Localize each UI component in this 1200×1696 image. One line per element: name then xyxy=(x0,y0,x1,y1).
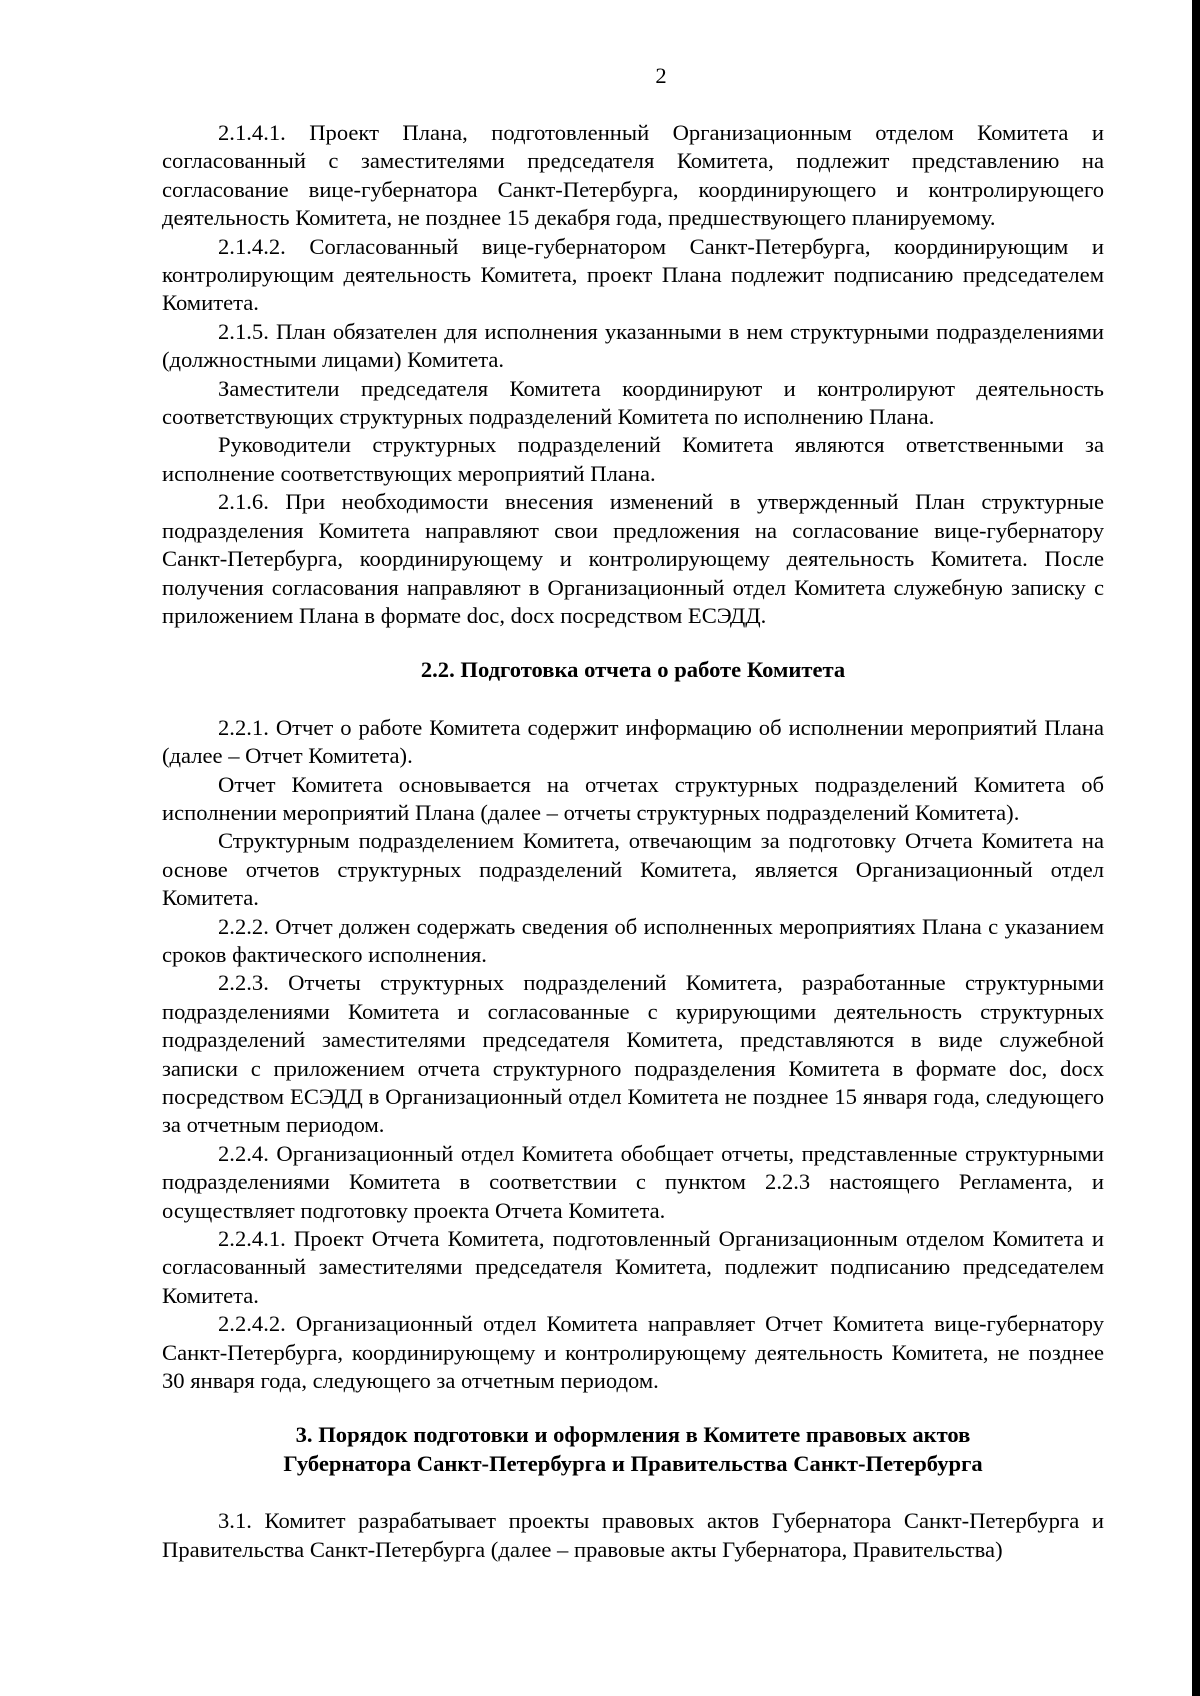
section-heading-2-2: 2.2. Подготовка отчета о работе Комитета xyxy=(420,657,846,683)
paragraph-2-2-2: 2.2.2. Отчет должен содержать сведения об исполненных мероприятиях Плана с указанием сроков фактического исполнения. xyxy=(162,913,1104,967)
paragraph-3-1: 3.1. Комитет разрабатывает проекты правовых актов Губернатора Санкт-Петербурга и Правительства Санкт-Петербурга (далее – правовые акты Губернатора, Правительства) xyxy=(162,1508,1104,1562)
paragraph-2-1-6: 2.1.6. При необходимости внесения изменений в утвержденный План структурные подразделения Комитета направляют свои предложения на согласование вице-губернатору Санкт-Петербурга, координирующему и контролирующему деятельность Комитета. После получения согласования направляют в Организационный отдел Комитета служебную записку с приложением Плана в формате doc, docx посредством ЕСЭДД. xyxy=(162,489,1104,628)
paragraph-2-1-5: 2.1.5. План обязателен для исполнения указанными в нем структурными подразделениями (должностными лицами) Комитета. xyxy=(162,318,1104,373)
paragraph-heads: Руководители структурных подразделений Комитета являются ответственными за исполнение соответствующих мероприятий Плана. xyxy=(162,432,1104,486)
section-heading-3-line1: 3. Порядок подготовки и оформления в Комитете правовых актов xyxy=(295,1422,971,1448)
paragraph-2-2-4-2: 2.2.4.2. Организационный отдел Комитета направляет Отчет Комитета вице-губернатору Санкт-Петербурга, координирующему и контролирующему деятельность Комитета, не позднее 30 января года, следующего за отчетным периодом. xyxy=(162,1311,1104,1394)
section-heading-3 xyxy=(162,1421,1104,1478)
paragraph-responsible-unit: Структурным подразделением Комитета, отвечающим за подготовку Отчета Комитета на основе отчетов структурных подразделений Комитета, является Организационный отдел Комитета. xyxy=(162,828,1104,911)
page-number: 2 xyxy=(655,63,667,88)
paragraph-report-basis: Отчет Комитета основывается на отчетах структурных подразделений Комитета об исполнении мероприятий Плана (далее – отчеты структурных подразделений Комитета). xyxy=(162,771,1104,825)
paragraph-2-2-4-1: 2.2.4.1. Проект Отчета Комитета, подготовленный Организационным отделом Комитета и согласованный заместителями председателя Комитета, подлежит подписанию председателем Комитета. xyxy=(162,1226,1104,1308)
paragraph-2-1-4-2: 2.1.4.2. Согласованный вице-губернатором Санкт-Петербурга, координирующим и контролирующим деятельность Комитета, проект Плана подлежит подписанию председателем Комитета. xyxy=(162,233,1104,316)
section-heading-3-line2: Губернатора Санкт-Петербурга и Правительства Санкт-Петербурга xyxy=(283,1450,983,1476)
paragraph-2-1-4-1: 2.1.4.1. Проект Плана, подготовленный Организационным отделом Комитета и согласованный с заместителями председателя Комитета, подлежит представлению на согласование вице-губернатора Санкт-Петербурга, координирующего и контролирующего деятельность Комитета, не позднее 15 декабря года, предшествующего планируемому. xyxy=(162,120,1104,231)
paragraph-deputies: Заместители председателя Комитета координируют и контролируют деятельность соответствующих структурных подразделений Комитета по исполнению Плана. xyxy=(162,375,1104,430)
paragraph-2-2-1: 2.2.1. Отчет о работе Комитета содержит информацию об исполнении мероприятий Плана (далее – Отчет Комитета). xyxy=(162,714,1104,769)
paragraph-2-2-3: 2.2.3. Отчеты структурных подразделений Комитета, разработанные структурными подразделениями Комитета и согласованные с курирующими деятельность структурных подразделений заместителями председателя Комитета, представляются в виде служебной записки с приложением отчета структурного подразделения Комитета в формате doc, docx посредством ЕСЭДД в Организационный отдел Комитета не позднее 15 января года, следующего за отчетным периодом. xyxy=(162,970,1104,1138)
document-body xyxy=(162,119,1104,1564)
paragraph-2-2-4: 2.2.4. Организационный отдел Комитета обобщает отчеты, представленные структурными подразделениями Комитета в соответствии с пунктом 2.2.3 настоящего Регламента, и осуществляет подготовку проекта Отчета Комитета. xyxy=(162,1140,1104,1223)
scan-edge-border xyxy=(1192,0,1200,1696)
